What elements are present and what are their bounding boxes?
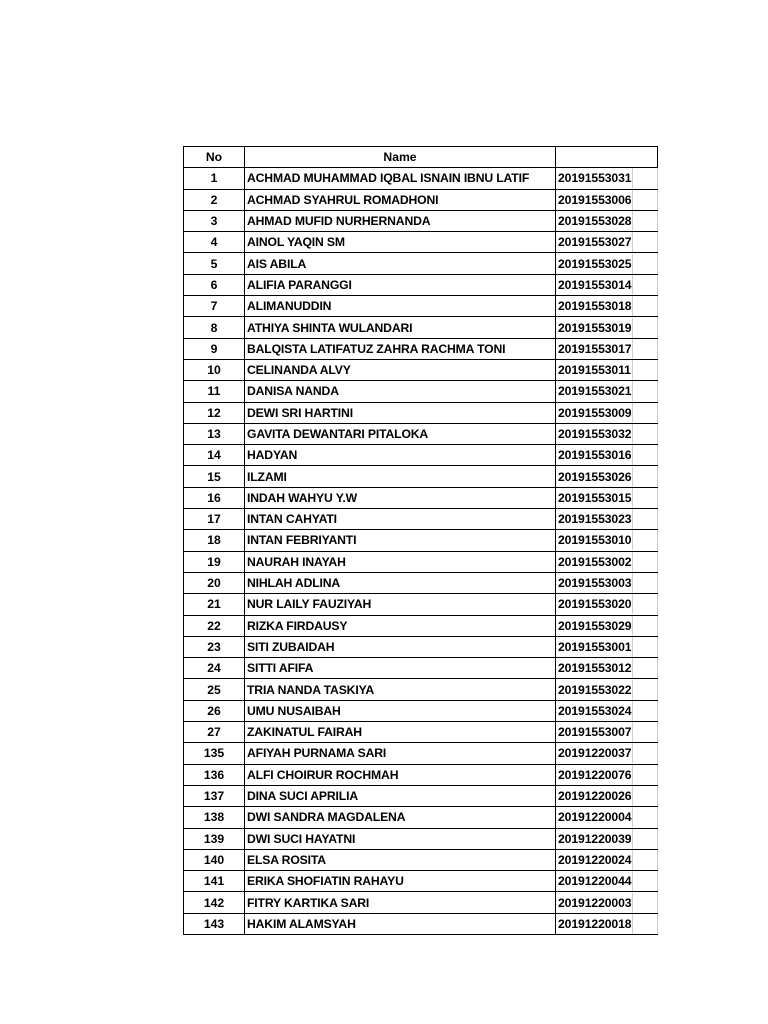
- header-name: Name: [245, 147, 556, 168]
- student-id-cell: [556, 722, 658, 743]
- table-row: [184, 679, 658, 700]
- student-name: DINA SUCI APRILIA: [245, 785, 556, 806]
- student-id: 20191553019: [558, 318, 633, 338]
- student-id-cell: [556, 764, 658, 785]
- row-number: 6: [184, 274, 245, 295]
- student-id-cell: [556, 253, 658, 274]
- row-number: 16: [184, 487, 245, 508]
- student-id: 20191553002: [558, 552, 633, 572]
- student-id-cell: [556, 530, 658, 551]
- student-id-cell: [556, 849, 658, 870]
- row-number: 139: [184, 828, 245, 849]
- table-row: [184, 722, 658, 743]
- student-roster-table: [183, 146, 658, 935]
- student-name: NUR LAILY FAUZIYAH: [245, 594, 556, 615]
- row-number: 23: [184, 636, 245, 657]
- row-number: 2: [184, 189, 245, 210]
- student-name: SITTI AFIFA: [245, 658, 556, 679]
- student-id: 20191553022: [558, 680, 633, 700]
- student-name: AINOL YAQIN SM: [245, 232, 556, 253]
- student-id-cell: [556, 828, 658, 849]
- student-id: 20191553027: [558, 232, 633, 252]
- row-number: 12: [184, 402, 245, 423]
- student-id-cell: [556, 487, 658, 508]
- student-name: ATHIYA SHINTA WULANDARI: [245, 317, 556, 338]
- student-id: 20191220044: [558, 871, 633, 891]
- student-name: HAKIM ALAMSYAH: [245, 913, 556, 934]
- student-id: 20191553018: [558, 296, 633, 316]
- student-id: 20191553017: [558, 339, 633, 359]
- table-body: [184, 168, 658, 935]
- row-number: 140: [184, 849, 245, 870]
- student-id: 20191553029: [558, 616, 633, 636]
- student-id-cell: [556, 551, 658, 572]
- student-id: 20191220076: [558, 765, 633, 785]
- row-number: 11: [184, 381, 245, 402]
- row-number: 4: [184, 232, 245, 253]
- table-row: [184, 210, 658, 231]
- table-row: [184, 785, 658, 806]
- student-id: 20191220024: [558, 850, 633, 870]
- student-id-cell: [556, 700, 658, 721]
- row-number: 25: [184, 679, 245, 700]
- table-row: [184, 232, 658, 253]
- table-row: [184, 274, 658, 295]
- row-number: 8: [184, 317, 245, 338]
- student-id: 20191553007: [558, 722, 633, 742]
- student-id-cell: [556, 210, 658, 231]
- table-row: [184, 402, 658, 423]
- table-row: [184, 317, 658, 338]
- student-id: 20191553023: [558, 509, 633, 529]
- table-row: [184, 913, 658, 934]
- row-number: 3: [184, 210, 245, 231]
- student-id-cell: [556, 317, 658, 338]
- table-row: [184, 764, 658, 785]
- student-id: 20191553015: [558, 488, 633, 508]
- student-id: 20191553025: [558, 254, 633, 274]
- table-row: [184, 658, 658, 679]
- row-number: 7: [184, 296, 245, 317]
- student-name: CELINANDA ALVY: [245, 359, 556, 380]
- table-row: [184, 871, 658, 892]
- student-id-cell: [556, 168, 658, 189]
- student-id: 20191553024: [558, 701, 633, 721]
- table-row: [184, 253, 658, 274]
- student-name: TRIA NANDA TASKIYA: [245, 679, 556, 700]
- student-name: GAVITA DEWANTARI PITALOKA: [245, 423, 556, 444]
- row-number: 138: [184, 807, 245, 828]
- table-row: [184, 381, 658, 402]
- table-header: [184, 147, 658, 168]
- student-id: 20191553010: [558, 530, 633, 550]
- student-id-cell: [556, 189, 658, 210]
- student-id: 20191220018: [558, 914, 633, 934]
- student-id: 20191553020: [558, 594, 633, 614]
- student-id-cell: [556, 381, 658, 402]
- row-number: 9: [184, 338, 245, 359]
- student-id: 20191553014: [558, 275, 633, 295]
- student-id: 20191553001: [558, 637, 633, 657]
- student-name: SITI ZUBAIDAH: [245, 636, 556, 657]
- student-id-cell: [556, 807, 658, 828]
- student-name: RIZKA FIRDAUSY: [245, 615, 556, 636]
- student-id-cell: [556, 359, 658, 380]
- row-number: 141: [184, 871, 245, 892]
- table-row: [184, 189, 658, 210]
- table-row: [184, 168, 658, 189]
- student-id-cell: [556, 572, 658, 593]
- table-row: [184, 466, 658, 487]
- table-row: [184, 551, 658, 572]
- table-row: [184, 849, 658, 870]
- student-name: ACHMAD SYAHRUL ROMADHONI: [245, 189, 556, 210]
- student-name: ZAKINATUL FAIRAH: [245, 722, 556, 743]
- student-id-cell: [556, 594, 658, 615]
- header-student-id: [556, 147, 658, 168]
- student-id: 20191553026: [558, 467, 633, 487]
- row-number: 5: [184, 253, 245, 274]
- student-id-cell: [556, 274, 658, 295]
- student-id-cell: [556, 296, 658, 317]
- student-name: ALIMANUDDIN: [245, 296, 556, 317]
- student-id-cell: [556, 679, 658, 700]
- student-id: 20191553003: [558, 573, 633, 593]
- student-id: 20191553009: [558, 403, 633, 423]
- table-row: [184, 594, 658, 615]
- student-id: 20191553011: [558, 360, 633, 380]
- student-name: HADYAN: [245, 445, 556, 466]
- student-name: NAURAH INAYAH: [245, 551, 556, 572]
- student-name: BALQISTA LATIFATUZ ZAHRA RACHMA TONI: [245, 338, 556, 359]
- student-id-cell: [556, 892, 658, 913]
- student-id-cell: [556, 658, 658, 679]
- student-name: DEWI SRI HARTINI: [245, 402, 556, 423]
- row-number: 13: [184, 423, 245, 444]
- student-id: 20191553021: [558, 381, 633, 401]
- student-name: ALFI CHOIRUR ROCHMAH: [245, 764, 556, 785]
- student-id: 20191220003: [558, 893, 633, 913]
- row-number: 17: [184, 509, 245, 530]
- table-row: [184, 572, 658, 593]
- student-id-cell: [556, 232, 658, 253]
- student-name: UMU NUSAIBAH: [245, 700, 556, 721]
- student-id: 20191553016: [558, 445, 633, 465]
- student-id: 20191220026: [558, 786, 633, 806]
- student-name: ILZAMI: [245, 466, 556, 487]
- student-name: INTAN FEBRIYANTI: [245, 530, 556, 551]
- student-name: ELSA ROSITA: [245, 849, 556, 870]
- table-row: [184, 509, 658, 530]
- row-number: 10: [184, 359, 245, 380]
- student-id-cell: [556, 636, 658, 657]
- student-name: ALIFIA PARANGGI: [245, 274, 556, 295]
- row-number: 142: [184, 892, 245, 913]
- student-name: AFIYAH PURNAMA SARI: [245, 743, 556, 764]
- table-row: [184, 296, 658, 317]
- student-name: DWI SUCI HAYATNI: [245, 828, 556, 849]
- student-id-cell: [556, 615, 658, 636]
- row-number: 135: [184, 743, 245, 764]
- row-number: 20: [184, 572, 245, 593]
- row-number: 26: [184, 700, 245, 721]
- student-id: 20191220037: [558, 743, 633, 763]
- row-number: 14: [184, 445, 245, 466]
- student-id: 20191220039: [558, 829, 633, 849]
- student-id-cell: [556, 402, 658, 423]
- student-name: INTAN CAHYATI: [245, 509, 556, 530]
- table-row: [184, 636, 658, 657]
- student-name: ACHMAD MUHAMMAD IQBAL ISNAIN IBNU LATIF: [245, 168, 556, 189]
- document-page: [183, 146, 658, 935]
- student-id-cell: [556, 445, 658, 466]
- row-number: 21: [184, 594, 245, 615]
- table-row: [184, 445, 658, 466]
- table-row: [184, 700, 658, 721]
- header-no: No: [184, 147, 245, 168]
- student-id-cell: [556, 423, 658, 444]
- table-row: [184, 743, 658, 764]
- student-name: DANISA NANDA: [245, 381, 556, 402]
- header-row: [184, 147, 658, 168]
- row-number: 27: [184, 722, 245, 743]
- row-number: 136: [184, 764, 245, 785]
- row-number: 19: [184, 551, 245, 572]
- student-name: AIS ABILA: [245, 253, 556, 274]
- row-number: 22: [184, 615, 245, 636]
- student-id-cell: [556, 466, 658, 487]
- student-name: AHMAD MUFID NURHERNANDA: [245, 210, 556, 231]
- student-id: 20191553028: [558, 211, 633, 231]
- table-row: [184, 530, 658, 551]
- table-row: [184, 487, 658, 508]
- table-row: [184, 892, 658, 913]
- student-name: ERIKA SHOFIATIN RAHAYU: [245, 871, 556, 892]
- row-number: 24: [184, 658, 245, 679]
- student-id-cell: [556, 338, 658, 359]
- student-id-cell: [556, 785, 658, 806]
- row-number: 15: [184, 466, 245, 487]
- row-number: 18: [184, 530, 245, 551]
- student-id-cell: [556, 871, 658, 892]
- table-row: [184, 615, 658, 636]
- row-number: 137: [184, 785, 245, 806]
- student-name: INDAH WAHYU Y.W: [245, 487, 556, 508]
- student-id: 20191553012: [558, 658, 633, 678]
- student-name: FITRY KARTIKA SARI: [245, 892, 556, 913]
- student-name: DWI SANDRA MAGDALENA: [245, 807, 556, 828]
- student-id: 20191220004: [558, 807, 633, 827]
- row-number: 143: [184, 913, 245, 934]
- student-id: 20191553006: [558, 190, 633, 210]
- student-id: 20191553032: [558, 424, 633, 444]
- table-row: [184, 338, 658, 359]
- table-row: [184, 828, 658, 849]
- student-id-cell: [556, 509, 658, 530]
- student-name: NIHLAH ADLINA: [245, 572, 556, 593]
- table-row: [184, 423, 658, 444]
- table-row: [184, 807, 658, 828]
- student-id-cell: [556, 743, 658, 764]
- student-id: 20191553031: [558, 168, 633, 188]
- row-number: 1: [184, 168, 245, 189]
- table-row: [184, 359, 658, 380]
- student-id-cell: [556, 913, 658, 934]
